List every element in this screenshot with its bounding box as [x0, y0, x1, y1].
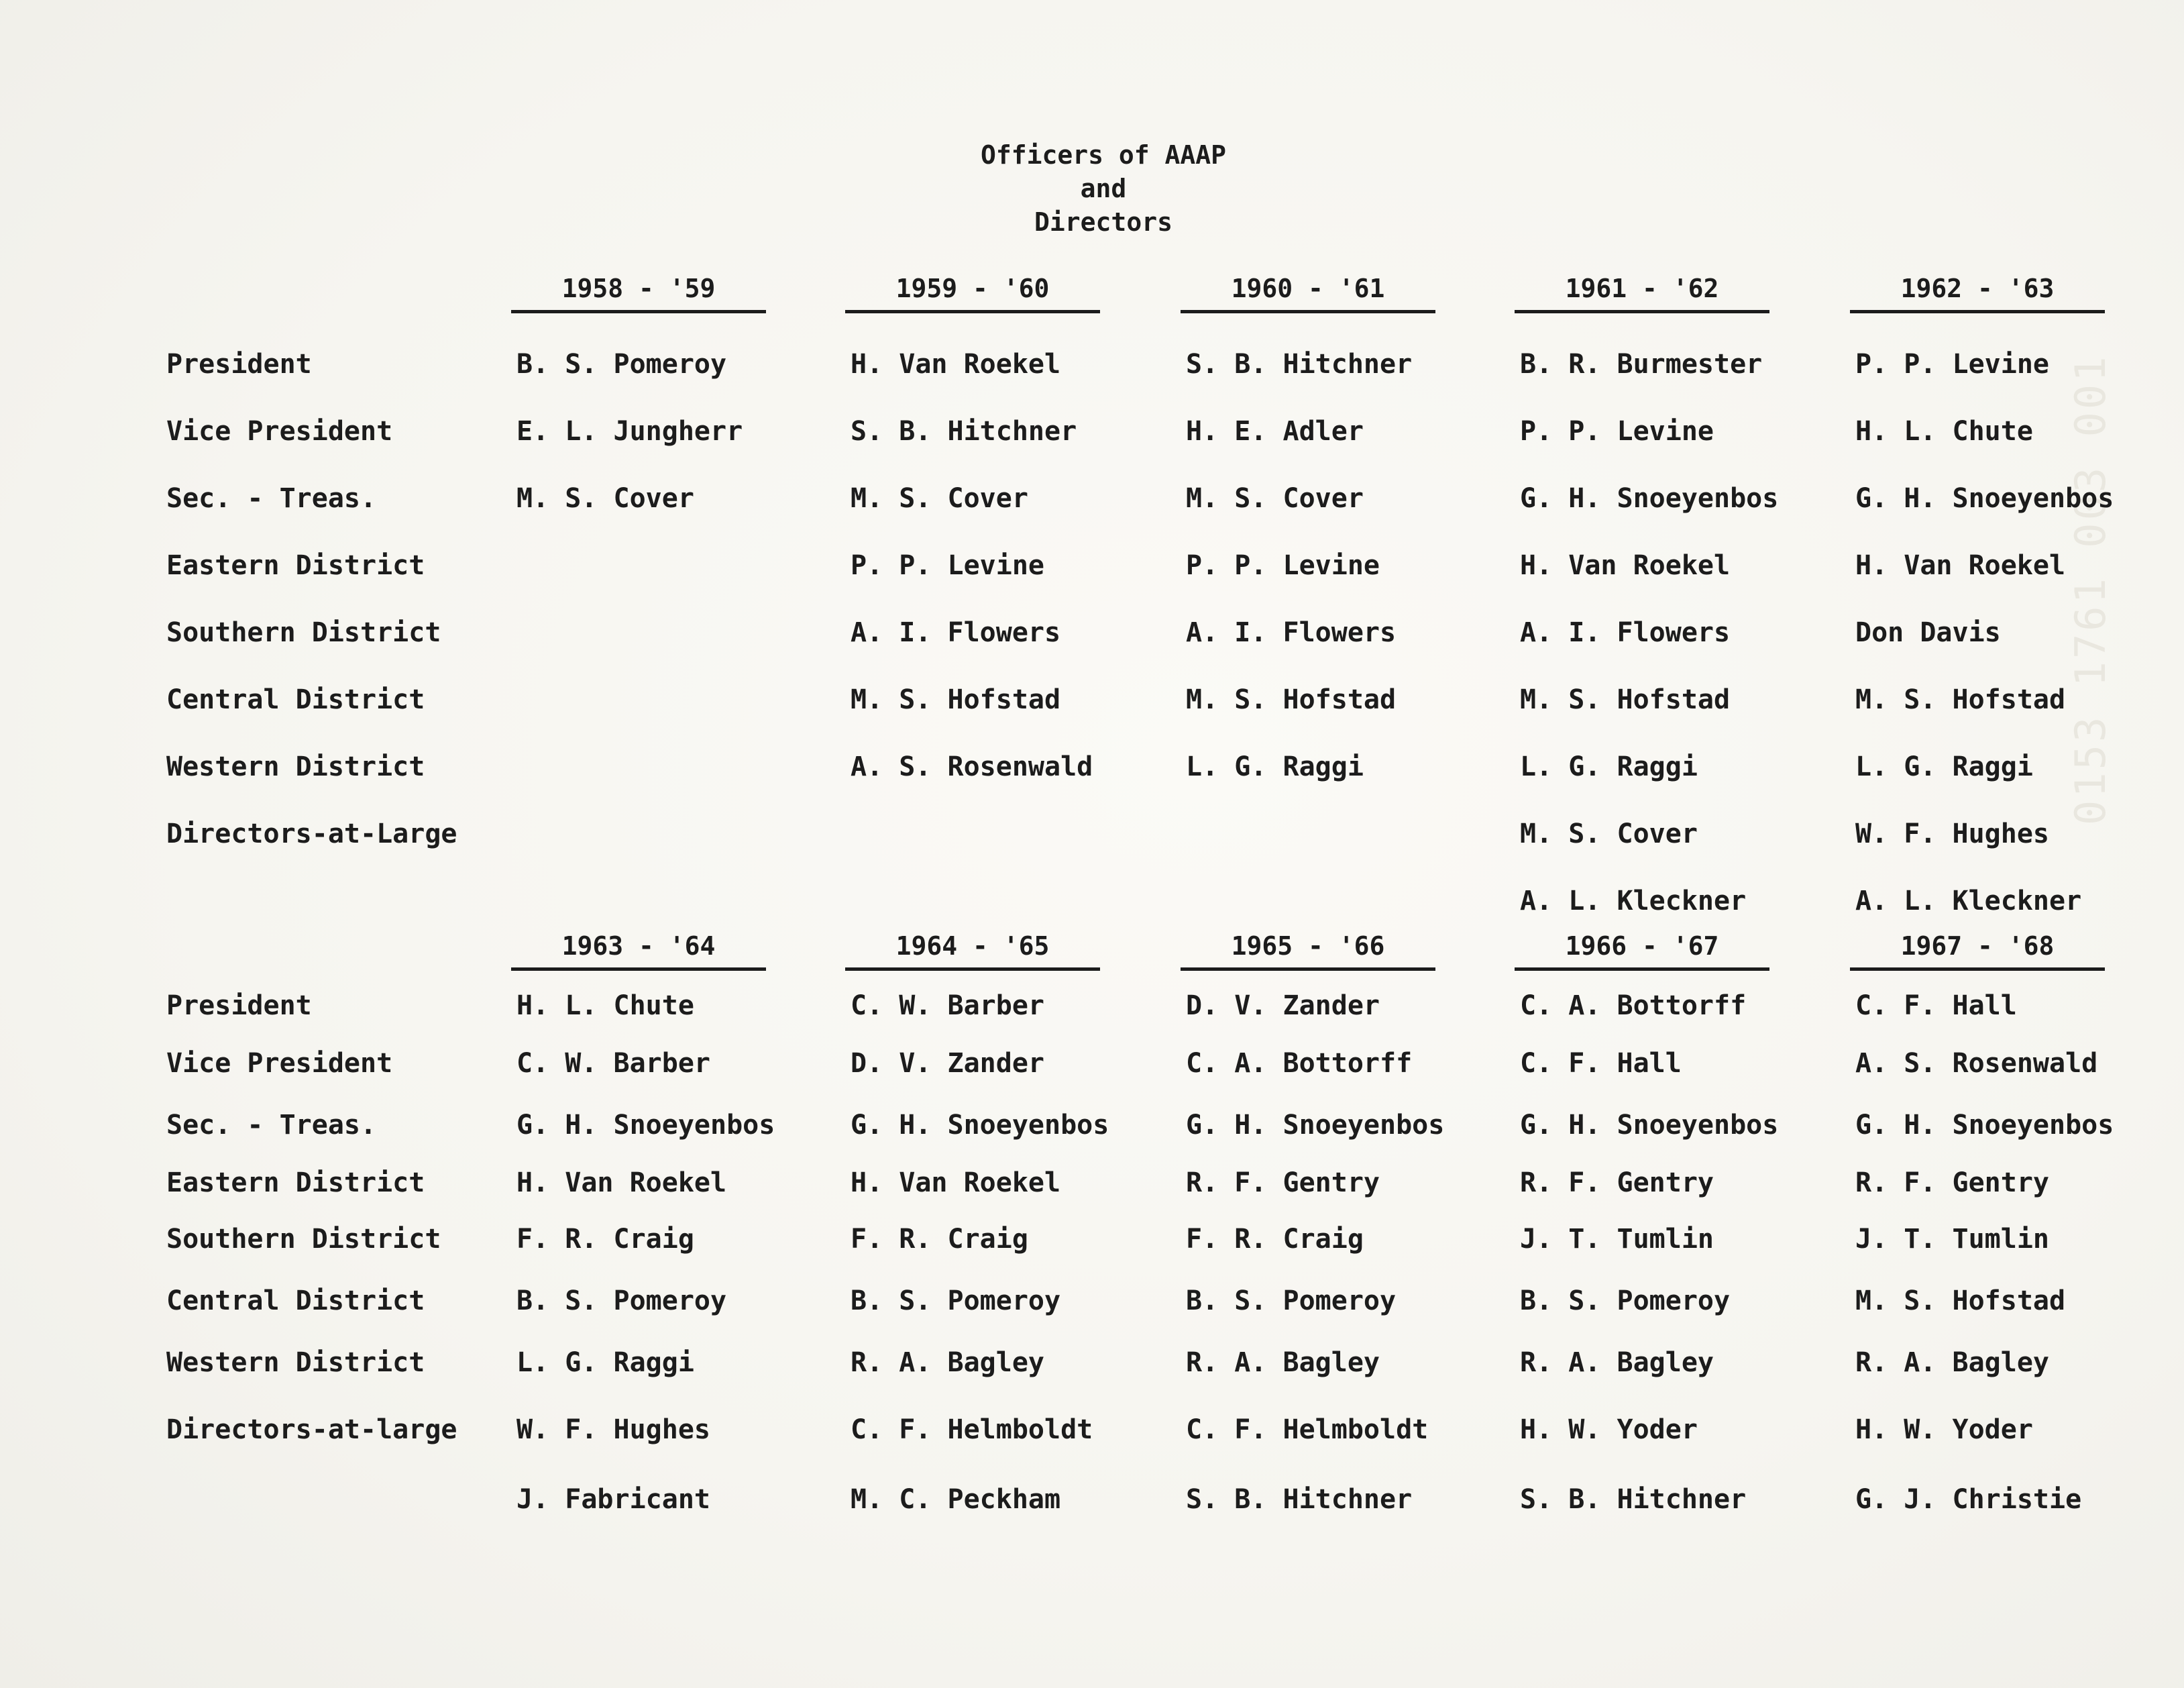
officer-name: H. L. Chute [516, 990, 694, 1021]
year-header: 1967 - '68 [1850, 931, 2105, 971]
officer-name: B. S. Pomeroy [516, 1285, 727, 1316]
year-header: 1958 - '59 [511, 274, 766, 313]
year-header: 1966 - '67 [1515, 931, 1769, 971]
row-label-sec-treas: Sec. - Treas. [166, 483, 377, 514]
year-header: 1959 - '60 [845, 274, 1100, 313]
officer-name: H. W. Yoder [1520, 1414, 1698, 1445]
row-label-directors-at-large: Directors-at-Large [166, 819, 457, 849]
officer-name: M. S. Cover [1520, 819, 1698, 849]
officer-name: B. S. Pomeroy [1520, 1285, 1731, 1316]
officer-name: F. R. Craig [516, 1224, 694, 1255]
officer-name: P. P. Levine [851, 550, 1044, 581]
row-label-president: President [166, 990, 312, 1021]
officer-name: S. B. Hitchner [1520, 1484, 1747, 1515]
officer-name: H. L. Chute [1855, 416, 2033, 447]
officer-name: S. B. Hitchner [1186, 1484, 1413, 1515]
officer-name: H. Van Roekel [1855, 550, 2066, 581]
officer-name: J. T. Tumlin [1855, 1224, 2049, 1255]
officer-name: G. H. Snoeyenbos [851, 1110, 1109, 1141]
officer-name: M. S. Hofstad [1186, 684, 1397, 715]
officer-name: G. H. Snoeyenbos [1520, 1110, 1779, 1141]
officer-name: A. L. Kleckner [1855, 886, 2082, 916]
year-header: 1965 - '66 [1181, 931, 1435, 971]
officer-name: L. G. Raggi [516, 1347, 694, 1378]
officer-name: R. A. Bagley [1186, 1347, 1380, 1378]
row-label-central-district: Central District [166, 1285, 425, 1316]
row-label-western-district: Western District [166, 1347, 425, 1378]
officer-name: H. W. Yoder [1855, 1414, 2033, 1445]
officer-name: L. G. Raggi [1855, 751, 2033, 782]
row-label-president: President [166, 349, 312, 380]
officer-name: E. L. Jungherr [516, 416, 743, 447]
document-title-and: and [1080, 174, 1127, 203]
officer-name: C. A. Bottorff [1520, 990, 1747, 1021]
officer-name: M. S. Hofstad [1855, 684, 2066, 715]
row-label-vice-president: Vice President [166, 1048, 393, 1079]
officer-name: B. S. Pomeroy [516, 349, 727, 380]
officer-name: A. S. Rosenwald [1855, 1048, 2098, 1079]
officer-name: C. W. Barber [851, 990, 1044, 1021]
row-label-sec-treas: Sec. - Treas. [166, 1110, 377, 1141]
officer-name: R. F. Gentry [1186, 1167, 1380, 1198]
officer-name: D. V. Zander [1186, 990, 1380, 1021]
year-header: 1962 - '63 [1850, 274, 2105, 313]
officer-name: R. F. Gentry [1520, 1167, 1714, 1198]
officer-name: C. F. Helmboldt [1186, 1414, 1429, 1445]
officer-name: C. F. Helmboldt [851, 1414, 1093, 1445]
officer-name: F. R. Craig [851, 1224, 1028, 1255]
officer-name: S. B. Hitchner [851, 416, 1077, 447]
officer-name: A. I. Flowers [1186, 617, 1397, 648]
row-label-eastern-district: Eastern District [166, 550, 425, 581]
row-label-western-district: Western District [166, 751, 425, 782]
officer-name: G. H. Snoeyenbos [516, 1110, 775, 1141]
officer-name: B. R. Burmester [1520, 349, 1763, 380]
officer-name: P. P. Levine [1855, 349, 2049, 380]
officer-name: R. A. Bagley [851, 1347, 1044, 1378]
officer-name: M. S. Hofstad [1855, 1285, 2066, 1316]
officer-name: L. G. Raggi [1186, 751, 1364, 782]
officer-name: H. Van Roekel [1520, 550, 1731, 581]
officer-name: G. H. Snoeyenbos [1855, 483, 2114, 514]
officer-name: P. P. Levine [1520, 416, 1714, 447]
officer-name: F. R. Craig [1186, 1224, 1364, 1255]
officer-name: B. S. Pomeroy [1186, 1285, 1397, 1316]
officer-name: L. G. Raggi [1520, 751, 1698, 782]
officer-name: G. J. Christie [1855, 1484, 2082, 1515]
officer-name: A. L. Kleckner [1520, 886, 1747, 916]
officer-name: W. F. Hughes [516, 1414, 710, 1445]
row-label-vice-president: Vice President [166, 416, 393, 447]
year-header: 1961 - '62 [1515, 274, 1769, 313]
officer-name: H. Van Roekel [851, 1167, 1061, 1198]
officer-name: P. P. Levine [1186, 550, 1380, 581]
officer-name: M. S. Hofstad [1520, 684, 1731, 715]
officer-name: M. S. Cover [516, 483, 694, 514]
margin-stamp: 0153 1761 003 001 [2066, 354, 2115, 825]
officer-name: C. F. Hall [1520, 1048, 1682, 1079]
officer-name: S. B. Hitchner [1186, 349, 1413, 380]
officer-name: M. S. Cover [1186, 483, 1364, 514]
officer-name: M. S. Hofstad [851, 684, 1061, 715]
officer-name: A. I. Flowers [851, 617, 1061, 648]
row-label-eastern-district: Eastern District [166, 1167, 425, 1198]
officer-name: J. T. Tumlin [1520, 1224, 1714, 1255]
document-subtitle: Directors [1034, 207, 1172, 237]
row-label-southern-district: Southern District [166, 617, 441, 648]
officer-name: D. V. Zander [851, 1048, 1044, 1079]
document-title: Officers of AAAP [980, 140, 1227, 170]
year-header: 1960 - '61 [1181, 274, 1435, 313]
officer-name: W. F. Hughes [1855, 819, 2049, 849]
officer-name: R. A. Bagley [1855, 1347, 2049, 1378]
row-label-southern-district: Southern District [166, 1224, 441, 1255]
officer-name: A. I. Flowers [1520, 617, 1731, 648]
officer-name: R. A. Bagley [1520, 1347, 1714, 1378]
officer-name: M. C. Peckham [851, 1484, 1061, 1515]
officer-name: H. Van Roekel [516, 1167, 727, 1198]
officer-name: C. F. Hall [1855, 990, 2017, 1021]
officer-name: H. Van Roekel [851, 349, 1061, 380]
year-header: 1964 - '65 [845, 931, 1100, 971]
officer-name: G. H. Snoeyenbos [1520, 483, 1779, 514]
officer-name: C. A. Bottorff [1186, 1048, 1413, 1079]
officer-name: G. H. Snoeyenbos [1855, 1110, 2114, 1141]
officer-name: R. F. Gentry [1855, 1167, 2049, 1198]
officer-name: J. Fabricant [516, 1484, 710, 1515]
officer-name: G. H. Snoeyenbos [1186, 1110, 1445, 1141]
officer-name: M. S. Cover [851, 483, 1028, 514]
officer-name: B. S. Pomeroy [851, 1285, 1061, 1316]
year-header: 1963 - '64 [511, 931, 766, 971]
officer-name: H. E. Adler [1186, 416, 1364, 447]
officer-name: C. W. Barber [516, 1048, 710, 1079]
officer-name: Don Davis [1855, 617, 2001, 648]
row-label-central-district: Central District [166, 684, 425, 715]
officer-name: A. S. Rosenwald [851, 751, 1093, 782]
row-label-directors-at-large: Directors-at-large [166, 1414, 457, 1445]
